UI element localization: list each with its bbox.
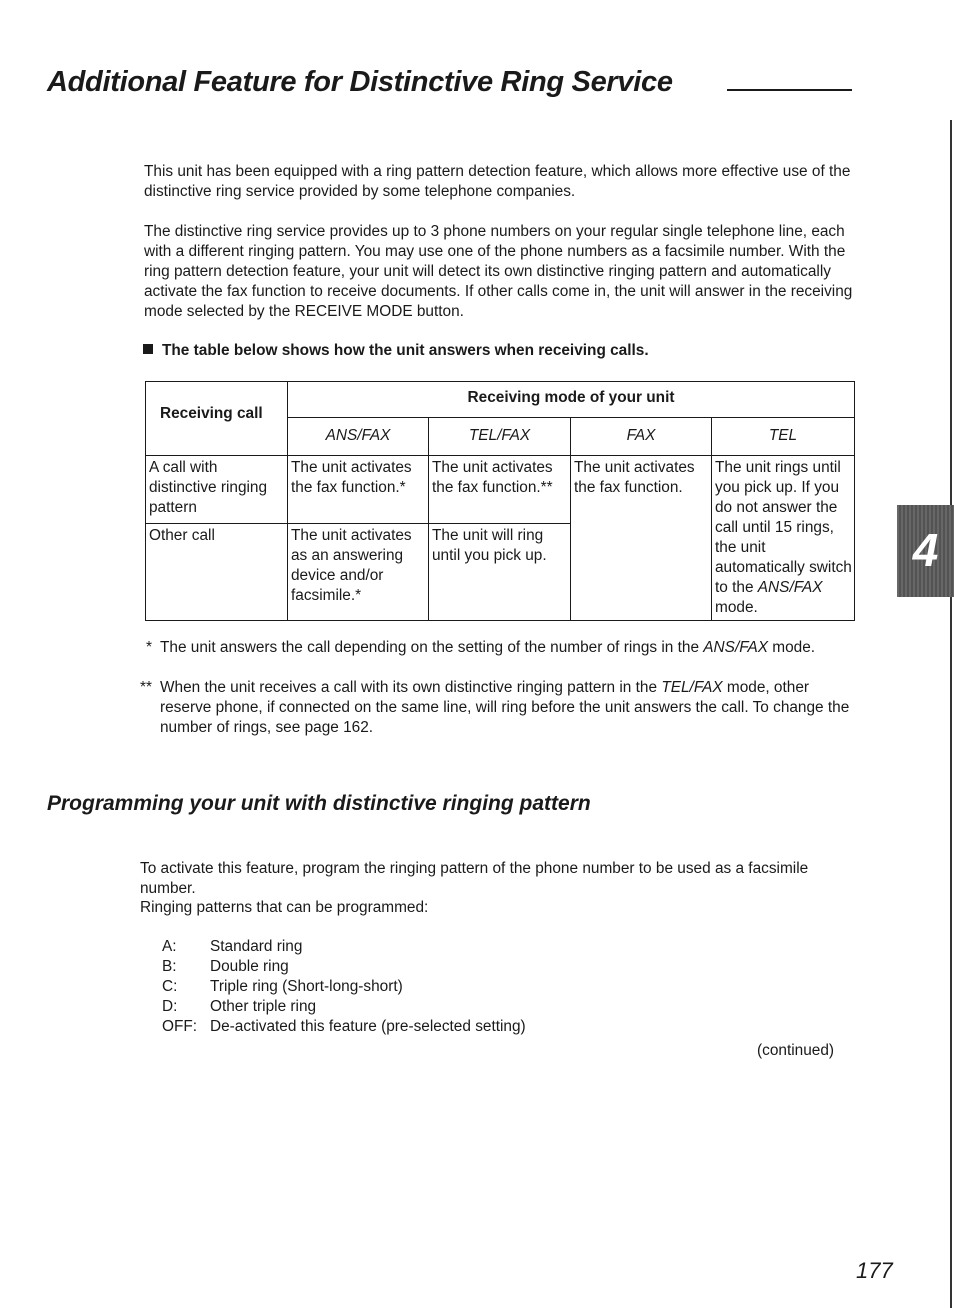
cell-fax-mode: The unit activates the fax function.	[571, 456, 712, 621]
mode-header-tel-fax: TEL/FAX	[429, 418, 571, 456]
pattern-key: A:	[162, 938, 177, 955]
footnote-single	[146, 638, 850, 658]
page-number: 177	[856, 1258, 893, 1283]
cell-distinctive-ans-fax: The unit activates the fax function.*	[288, 456, 429, 524]
footnote-text-after: mode, other reserve phone, if connected on the same line, will ring before the unit answers the call. To change the number of rings, see page 162.	[160, 679, 850, 736]
pattern-key: D:	[162, 998, 178, 1015]
footnote-mark: **	[140, 679, 152, 696]
footnote-mode: ANS/FAX	[703, 639, 769, 656]
tel-cell-text: The unit rings until you pick up. If you do not answer the call until 15 rings, the unit automatically switch to the	[715, 459, 852, 596]
footnote-mode: TEL/FAX	[661, 679, 723, 696]
row-label-distinctive: A call with distinctive ringing pattern	[146, 456, 288, 524]
cell-other-ans-fax: The unit activates as an answering device and/or facsimile.*	[288, 524, 429, 621]
chapter-tab	[897, 505, 954, 597]
list-item	[162, 997, 526, 1017]
mode-header-fax: FAX	[571, 418, 712, 456]
pattern-label: De-activated this feature (pre-selected setting)	[210, 1018, 526, 1035]
table-heading-text: The table below shows how the unit answers when receiving calls.	[162, 342, 649, 359]
intro-paragraph-2: The distinctive ring service provides up to 3 phone numbers on your regular single telephone line, each with a different ringing pattern. You may use one of the phone numbers as a facsimile number. With the ring pattern detection feature, your unit will detect its own distinctive ringing pattern and automatically activate the fax function to receive documents. If other calls come in, the unit will answer in the receiving mode selected by the RECEIVE MODE button.	[144, 223, 853, 320]
intro-paragraph-1: This unit has been equipped with a ring pattern detection feature, which allows more effective use of the distinctive ring service provided by some telephone companies.	[144, 163, 851, 200]
tel-cell-mode: ANS/FAX	[757, 579, 823, 596]
footnote-mark: *	[146, 639, 152, 656]
pattern-label: Triple ring (Short-long-short)	[210, 978, 403, 995]
footnote-text: The unit answers the call depending on the setting of the number of rings in the	[160, 639, 704, 656]
table-heading	[143, 341, 649, 361]
footnote-text: When the unit receives a call with its own distinctive ringing pattern in the	[160, 679, 662, 696]
bullet-square-icon	[143, 344, 153, 354]
page-edge-line	[950, 120, 952, 1308]
receiving-call-header: Receiving call	[146, 382, 288, 456]
pattern-label: Double ring	[210, 958, 289, 975]
list-item	[162, 937, 526, 957]
tel-cell-suffix: mode.	[715, 599, 758, 616]
pattern-key: C:	[162, 978, 178, 995]
pattern-key: B:	[162, 958, 177, 975]
list-item	[162, 1017, 526, 1037]
footnote-double	[140, 678, 850, 738]
cell-other-tel-fax: The unit will ring until you pick up.	[429, 524, 571, 621]
page-title: Additional Feature for Distinctive Ring Service	[47, 66, 673, 98]
pattern-list-intro: Ringing patterns that can be programmed:	[140, 899, 429, 916]
section-paragraph: To activate this feature, program the ringing pattern of the phone number to be used as a facsimile number.	[140, 860, 809, 897]
mode-header-ans-fax: ANS/FAX	[288, 418, 429, 456]
mode-header-tel: TEL	[712, 418, 855, 456]
chapter-number: 4	[912, 524, 939, 576]
receiving-mode-header: Receiving mode of your unit	[288, 382, 855, 418]
continued-label: (continued)	[757, 1042, 834, 1059]
list-item	[162, 957, 526, 977]
pattern-label: Other triple ring	[210, 998, 317, 1015]
footnote-text-after: mode.	[768, 639, 816, 656]
list-item	[162, 977, 526, 997]
pattern-key: OFF:	[162, 1018, 198, 1035]
cell-distinctive-tel-fax: The unit activates the fax function.**	[429, 456, 571, 524]
receiving-mode-table	[145, 381, 855, 621]
section-title: Programming your unit with distinctive ringing pattern	[47, 792, 591, 815]
pattern-list	[162, 937, 526, 1037]
row-label-other: Other call	[146, 524, 288, 621]
cell-tel-mode	[712, 456, 855, 621]
pattern-label: Standard ring	[210, 938, 303, 955]
title-rule	[727, 89, 852, 91]
